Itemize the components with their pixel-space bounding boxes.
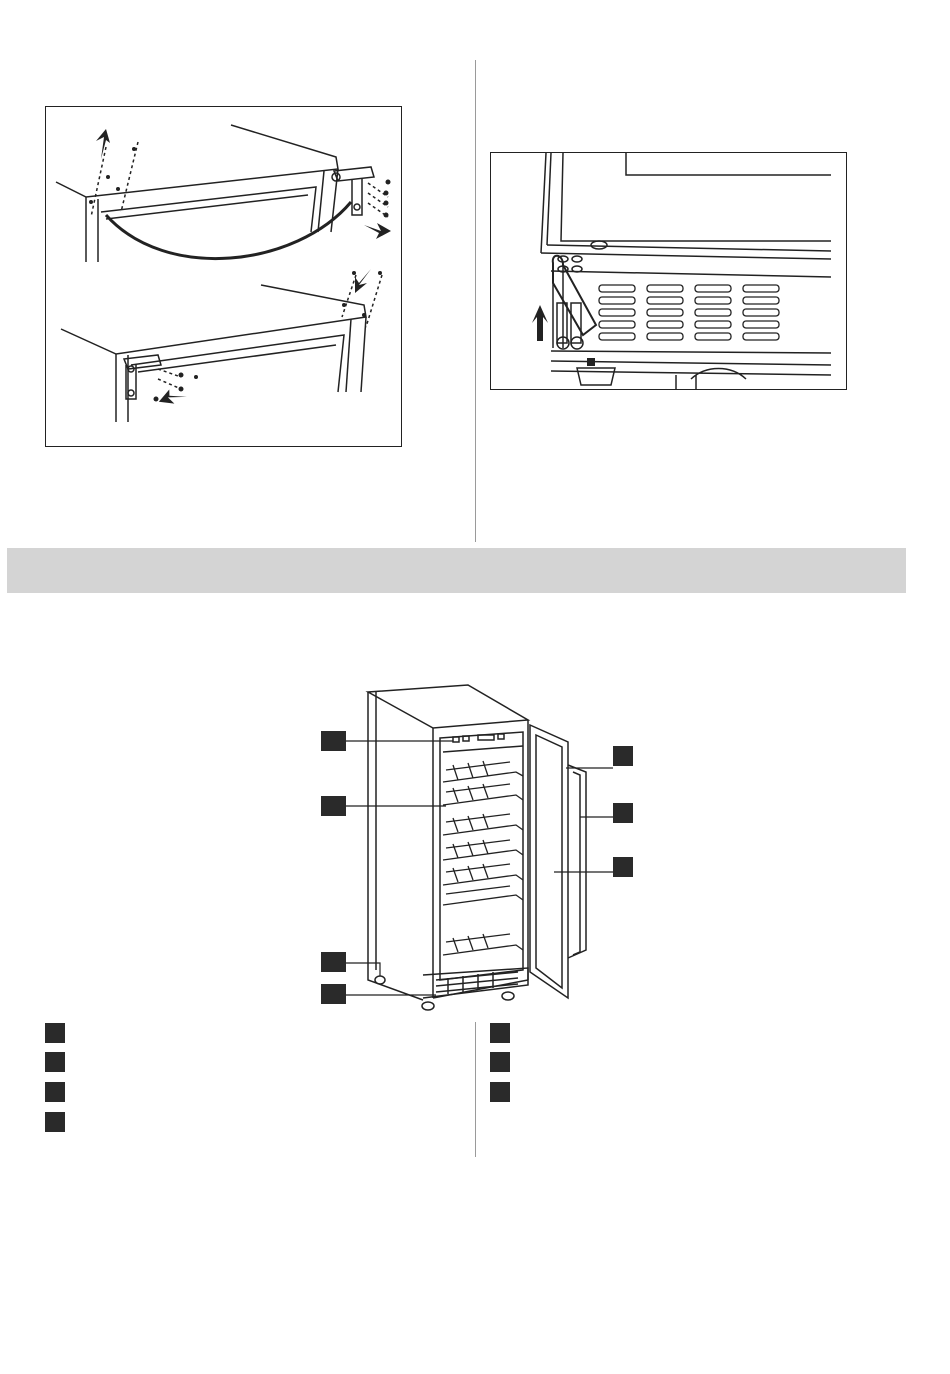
legend-left-marker-1 — [45, 1023, 65, 1043]
legend-left-marker-4 — [45, 1112, 65, 1132]
callout-3-marker — [321, 952, 346, 972]
bottom-hinge-illustration — [491, 153, 846, 389]
callout-4-marker — [321, 984, 346, 1004]
callout-7-marker — [613, 857, 633, 877]
callout-1-marker — [321, 731, 346, 751]
door-reversal-bottom-hinge-figure — [490, 152, 847, 390]
column-divider-top — [475, 60, 476, 542]
appliance-overview-figure — [318, 680, 638, 1015]
callout-6-marker — [613, 803, 633, 823]
wine-cooler-illustration — [318, 680, 638, 1015]
legend-left-marker-2 — [45, 1052, 65, 1072]
callout-2-marker — [321, 796, 346, 816]
legend-left-marker-3 — [45, 1082, 65, 1102]
legend-right-marker-3 — [490, 1082, 510, 1102]
top-hinge-illustration — [46, 107, 401, 446]
door-reversal-top-hinge-figure — [45, 106, 402, 447]
legend-right-marker-2 — [490, 1052, 510, 1072]
column-divider-legend — [475, 1022, 476, 1157]
section-heading-band — [7, 548, 906, 593]
callout-5-marker — [613, 746, 633, 766]
legend-right-marker-1 — [490, 1023, 510, 1043]
